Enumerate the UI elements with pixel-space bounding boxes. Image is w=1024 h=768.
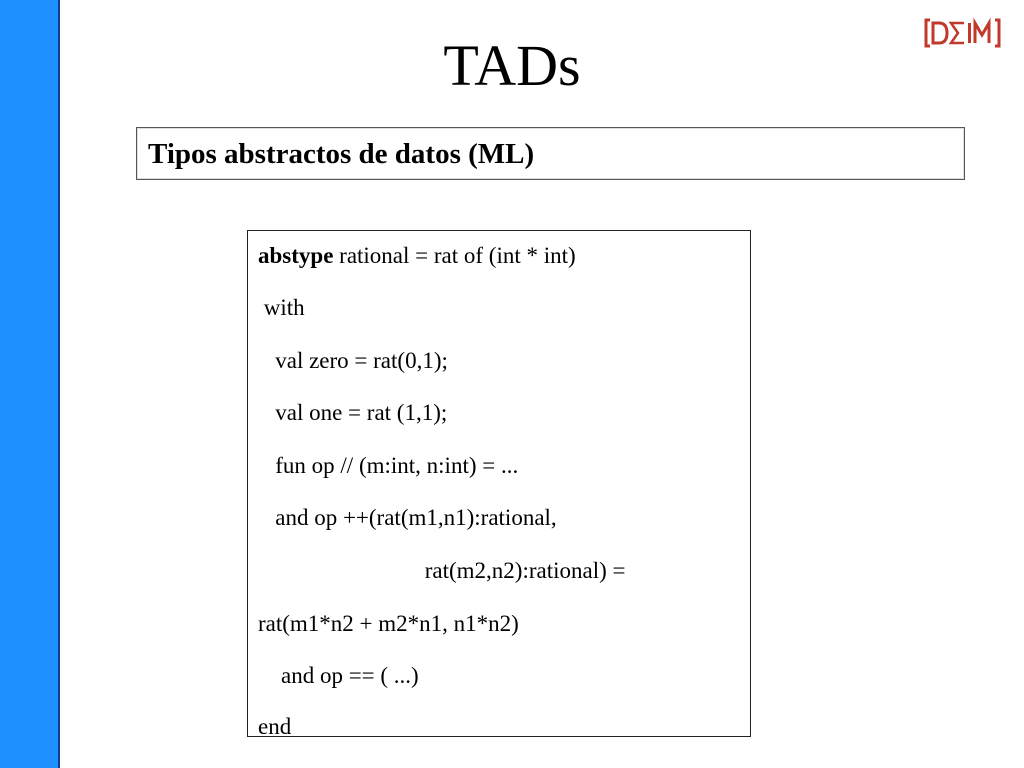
code-line-4: val one = rat (1,1); bbox=[258, 400, 448, 425]
side-accent-bar bbox=[0, 0, 60, 768]
code-line-5: fun op // (m:int, n:int) = ... bbox=[258, 453, 519, 478]
subtitle-box bbox=[136, 127, 965, 180]
code-line-1 bbox=[258, 242, 576, 270]
code-line-8: rat(m1*n2 + m2*n1, n1*n2) bbox=[258, 611, 519, 636]
code-line-10: end bbox=[258, 714, 292, 737]
code-box bbox=[247, 230, 751, 737]
slide-title: TADs bbox=[443, 33, 581, 98]
subtitle-text: Tipos abstractos de datos (ML) bbox=[148, 138, 535, 170]
code-keyword: abstype bbox=[258, 243, 334, 268]
code-line-3: val zero = rat(0,1); bbox=[258, 348, 448, 373]
code-line-9: and op == ( ...) bbox=[258, 663, 419, 688]
code-line-2: with bbox=[258, 295, 305, 320]
code-line-text: rational = rat of (int * int) bbox=[333, 243, 576, 268]
code-line-7: rat(m2,n2):rational) = bbox=[258, 558, 626, 583]
code-line-6: and op ++(rat(m1,n1):rational, bbox=[258, 505, 557, 530]
